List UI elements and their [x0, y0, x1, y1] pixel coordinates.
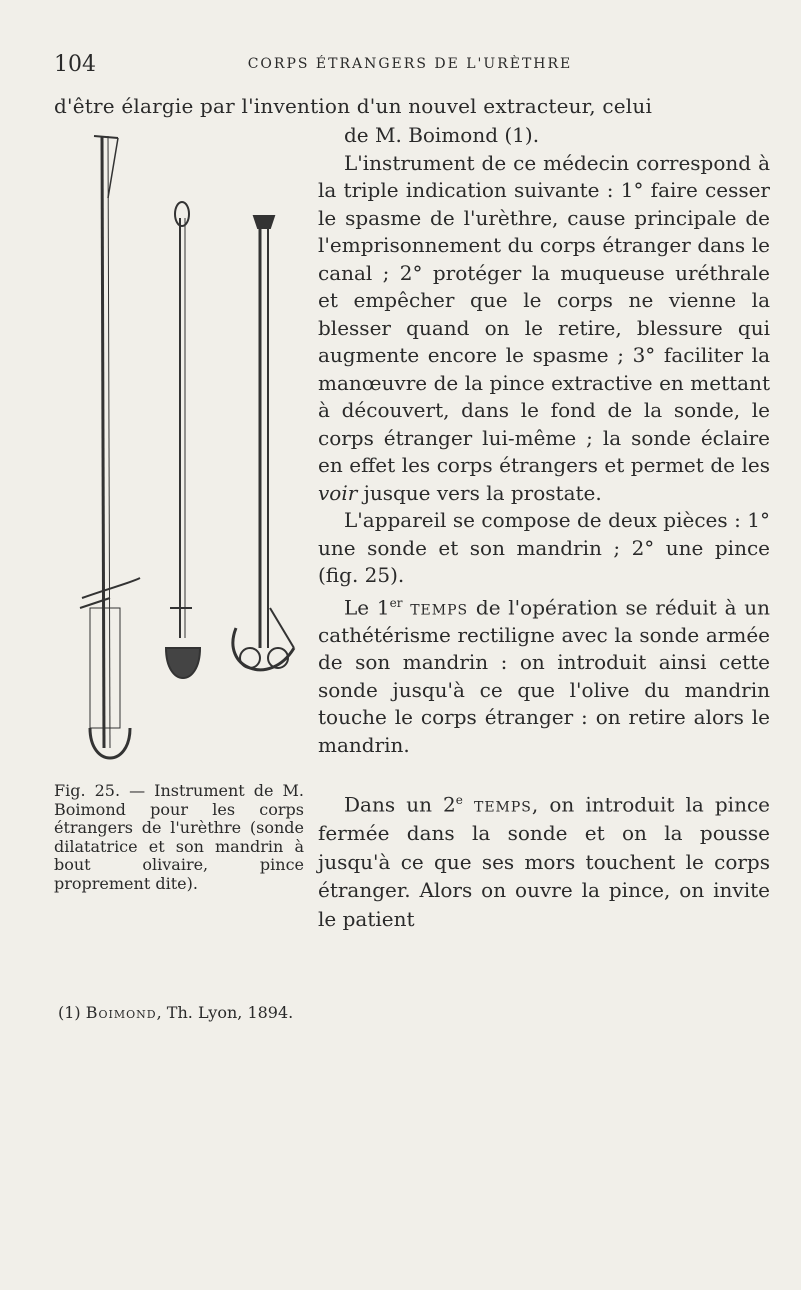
- body-first-line: d'être élargie par l'invention d'un nouvel extracteur, celui: [54, 94, 653, 118]
- paragraph-2-italic: voir: [318, 480, 358, 505]
- figure-caption: Fig. 25. — Instrument de M. Boimond pour les corps étrangers de l'urèthre (sonde dilatatrice et son mandrin à bout olivaire, pince proprement dite).: [54, 781, 304, 893]
- instrument-illustration: [70, 128, 310, 778]
- paragraph-4-end: de l'opération se réduit à un cathétérisme rectiligne avec la sonde armée de son mandrin : on introduit ainsi cette sonde jusqu'à ce que l'olive du mandrin touche le corps étranger : on retire alors le mandrin.: [318, 595, 771, 757]
- paragraph-3: L'appareil se compose de deux pièces : 1° une sonde et son mandrin ; 2° une pince (fig. 25).: [318, 508, 770, 587]
- text-bottom: [318, 786, 770, 933]
- paragraph-5-sup: e: [455, 793, 463, 807]
- paragraph-5-end: , on introduit la pince fermée dans la sonde et on la pousse jusqu'à ce que ses mors touchent le corps étranger. Alors on ouvre la pince, on invite le patient: [318, 792, 770, 931]
- paragraph-2-text: L'instrument de ce médecin correspond à la triple indication suivante : 1° faire cesser le spasme de l'urèthre, cause principale de l'emprisonnement du corps étranger dans le canal ; 2° protéger la muqueuse uréthrale et empêcher que le corps ne vienne la blesser quand on le retire, blessure qui augmente encore le spasme ; 3° faciliter la manœuvre de la pince extractive en mettant à découvert, dans le fond de la sonde, le corps étranger lui-même ; la sonde éclaire en effet les corps étrangers et permet de les: [318, 150, 770, 477]
- paragraph-4-start: Le 1: [344, 595, 390, 620]
- text-column: [318, 122, 770, 759]
- footnote: [58, 1003, 758, 1023]
- paragraph-4: [318, 590, 770, 760]
- paragraph-5-start: Dans un 2: [344, 792, 456, 817]
- paragraph-5: [318, 786, 770, 933]
- paragraph-4-smallcaps: temps: [410, 595, 469, 620]
- paragraph-2-end: jusque vers la prostate.: [363, 480, 602, 505]
- paragraph-1: de M. Boimond (1).: [344, 123, 540, 147]
- running-title: CORPS ÉTRANGERS DE L'URÈTHRE: [247, 56, 573, 72]
- figure-instrument: [70, 128, 310, 778]
- footnote-author: Boimond: [85, 1003, 157, 1022]
- page-header: [54, 52, 766, 80]
- paragraph-4-sup: er: [389, 595, 403, 610]
- paragraph-2: [318, 150, 770, 508]
- page-number: 104: [54, 52, 96, 77]
- footnote-rest: , Th. Lyon, 1894.: [156, 1003, 294, 1022]
- footnote-marker: (1): [58, 1003, 81, 1022]
- paragraph-5-smallcaps: temps: [473, 792, 532, 817]
